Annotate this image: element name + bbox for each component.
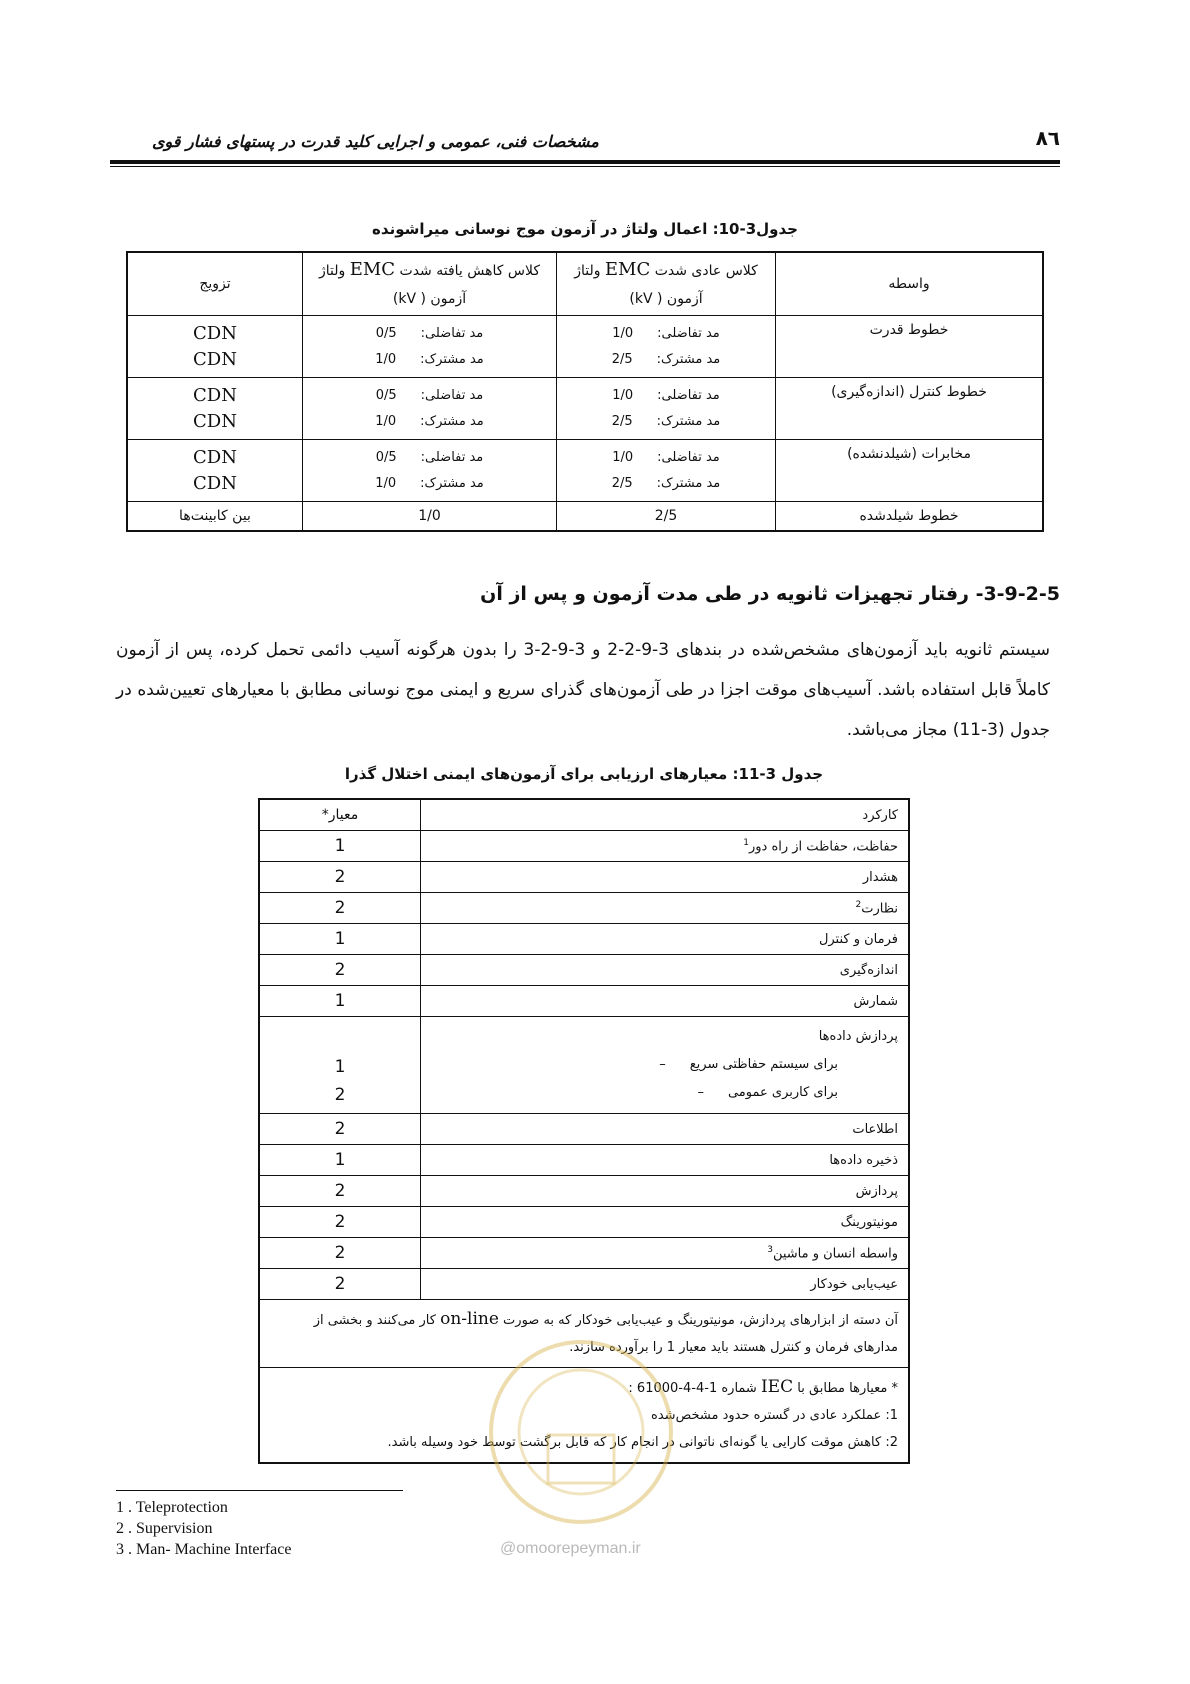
footnote-item: 1 . Teleprotection: [116, 1499, 228, 1516]
table-note: آن دسته از ابزارهای پردازش، مونیتورینگ و عیب‌یابی خودکار که به صورت on-line کار می‌کنند و بخشی از مدارهای فرمان و کنترل هستند باید معیار 1 را برآورده سازند.: [259, 1300, 909, 1368]
col-header-normal-class: کلاس عادی شدت EMC ولتاژ آزمون ( kV): [557, 252, 776, 316]
header-rule-thick: [110, 160, 1060, 164]
running-title: مشخصات فنی، عمومی و اجرایی کلید قدرت در پستهای فشار قوی: [152, 132, 599, 151]
table-row: خطوط کنترل (اندازه‌گیری) مد تفاضلی: 1/0 مد مشترک: 2/5 مد تفاضلی: 0/5 مد مشترک: 1/0 CDN CDN: [127, 378, 1043, 440]
table-row: اطلاعات 2: [259, 1114, 909, 1145]
body-paragraph: سیستم ثانویه باید آزمون‌های مشخص‌شده در بندهای 3-9-2-2 و 3-9-2-3 را بدون هرگونه آسیب دائمی تحمل کرده، پس از آزمون کاملاً قابل استفاده باشد. آسیب‌های موقت اجزا در طی آزمون‌های گذرای سریع و ایمنی موج نوسانی مطابق با معیارهای تعیین‌شده در جدول (3-11) مجاز می‌باشد.: [116, 640, 1050, 740]
table-row: نظارت$^2$ 2: [259, 893, 909, 924]
header-rule-thin: [110, 166, 1060, 167]
col-header-medium: واسطه: [776, 252, 1044, 316]
table-row: اندازه‌گیری 2: [259, 955, 909, 986]
page-header: [110, 118, 1060, 168]
table1-caption: جدول3-10: اعمال ولتاژ در آزمون موج نوسانی میراشونده: [372, 220, 798, 238]
table-row: خطوط شیلدشده 2/5 1/0 بین کابینت‌ها: [127, 502, 1043, 532]
watermark-text: @omoorepeyman.ir: [500, 1540, 641, 1557]
table-row: پردازش داده‌ها برای سیستم حفاظتی سریع – برای کاربری عمومی – 1 2: [259, 1017, 909, 1114]
page-number: ٨٦: [1035, 126, 1060, 150]
table-row: حفاظت، حفاظت از راه دور$^1$ 1: [259, 831, 909, 862]
table-row: واسطه انسان و ماشین$^3$ 2: [259, 1238, 909, 1269]
table2-caption: جدول 3-11: معیارهای ارزیابی برای آزمون‌های ایمنی اختلال گذرا: [344, 765, 824, 783]
table-row: عیب‌یابی خودکار 2: [259, 1269, 909, 1300]
watermark-seal: [486, 1337, 676, 1527]
footnote-rule: [116, 1490, 403, 1491]
footnotes: [116, 1497, 291, 1560]
table-row: پردازش 2: [259, 1176, 909, 1207]
footnote-item: 3 . Man- Machine Interface: [116, 1541, 292, 1558]
footnote-item: 2 . Supervision: [116, 1520, 213, 1537]
col-header-criterion: معیار*: [259, 799, 421, 831]
col-header-function: کارکرد: [421, 799, 910, 831]
table-row: مونیتورینگ 2: [259, 1207, 909, 1238]
table-row: ذخیره داده‌ها 1: [259, 1145, 909, 1176]
table-legend: * معیارها مطابق با IEC شماره 1-4-4-61000 : 1: عملکرد عادی در گستره حدود مشخص‌شده 2: کاهش موقت کارایی یا گونه‌ای ناتوانی در انجام کار که قابل برگشت توسط خود وسیله باشد.: [259, 1368, 909, 1464]
voltage-test-table: [126, 251, 1044, 532]
col-header-coupling: تزویج: [127, 252, 303, 316]
table-row: مخابرات (شیلدنشده) مد تفاضلی: 1/0 مد مشترک: 2/5 مد تفاضلی: 0/5 مد مشترک: 1/0 CDN CDN: [127, 440, 1043, 502]
table-row: خطوط قدرت مد تفاضلی: 1/0 مد مشترک: 2/5 مد تفاضلی: 0/5 مد مشترک: 1/0 CDN CDN: [127, 316, 1043, 378]
section-heading: 3-9-2-5- رفتار تجهیزات ثانویه در طی مدت آزمون و پس از آن: [480, 583, 1060, 605]
table-row: فرمان و کنترل 1: [259, 924, 909, 955]
col-header-reduced-class: کلاس کاهش یافته شدت EMC ولتاژ آزمون ( kV): [303, 252, 557, 316]
table-row: شمارش 1: [259, 986, 909, 1017]
table-row: هشدار 2: [259, 862, 909, 893]
seal-icon: [486, 1337, 676, 1527]
